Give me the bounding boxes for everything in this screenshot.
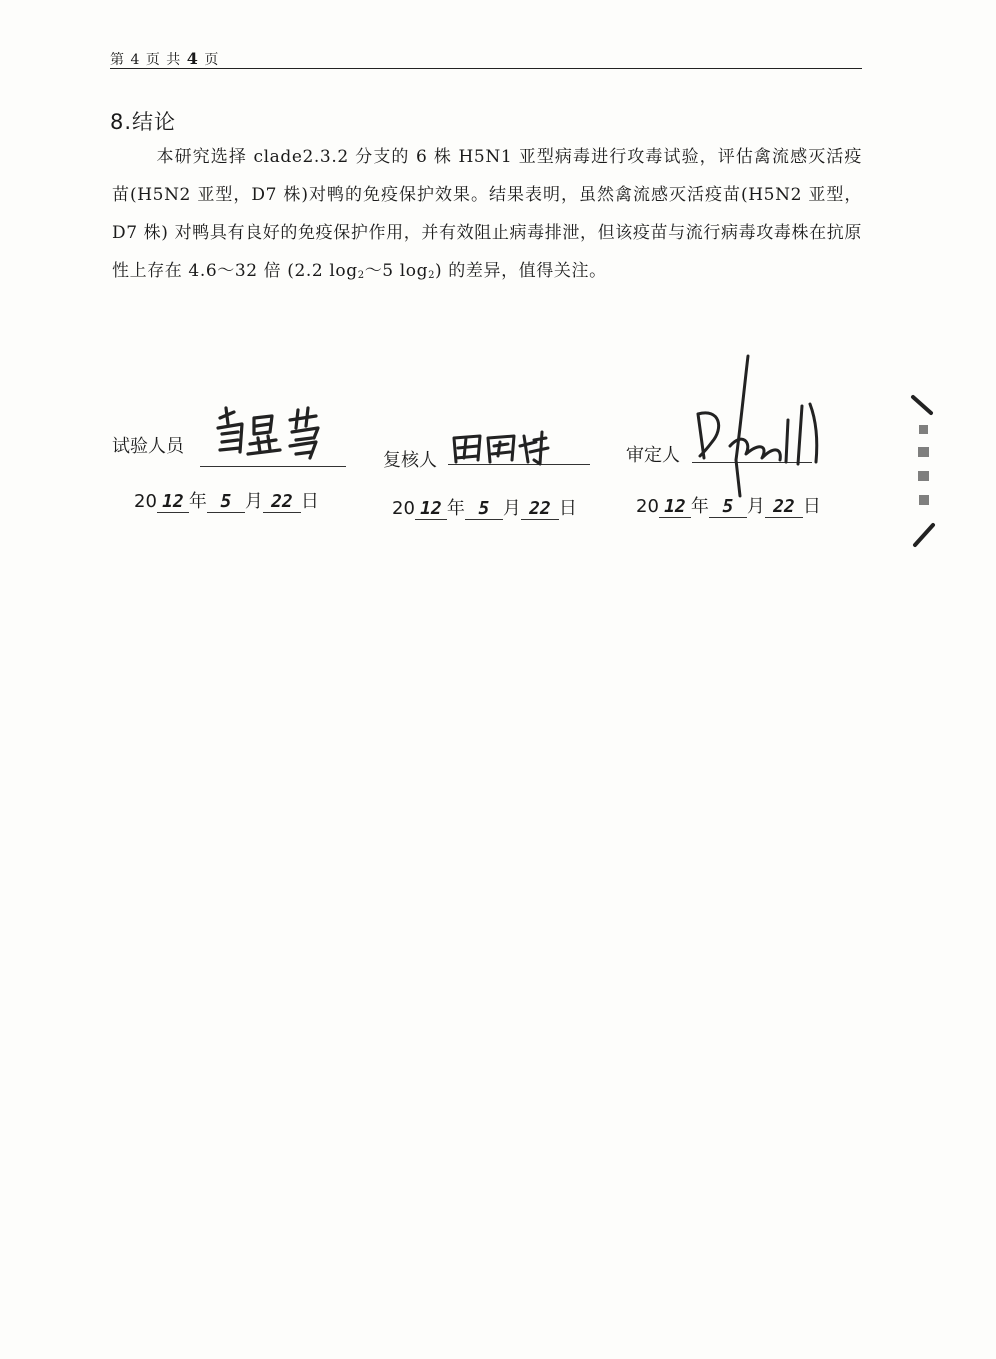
- page-prefix: 第: [110, 52, 125, 68]
- reviewer-date-yue: 月: [502, 498, 521, 519]
- paragraph-part2: ～5 log: [364, 261, 429, 281]
- tester-date-prefix: 20: [134, 491, 157, 512]
- tester-date-year: 12: [157, 491, 189, 513]
- page-number: 4: [130, 52, 141, 68]
- approver-date-ri: 日: [802, 496, 821, 517]
- approver-label: 审定人: [626, 445, 680, 466]
- approver-date: [636, 492, 821, 518]
- subscript-2: 2: [428, 270, 436, 281]
- approver-date-month: 5: [709, 496, 747, 518]
- reviewer-label: 复核人: [383, 450, 437, 471]
- tester-signature: [212, 404, 342, 466]
- partial-seal-stamp: [905, 385, 945, 555]
- approver-date-nian: 年: [690, 496, 709, 517]
- reviewer-date-day: 22: [521, 498, 559, 520]
- tester-date-day: 22: [263, 491, 301, 513]
- reviewer-signature: [450, 428, 560, 468]
- approver-date-year: 12: [659, 496, 691, 518]
- approver-signature: [690, 350, 830, 500]
- page-mid: 页 共: [145, 52, 182, 68]
- reviewer-date-prefix: 20: [392, 498, 415, 519]
- tester-date-yue: 月: [244, 491, 263, 512]
- total-pages: 4: [186, 49, 199, 68]
- section-title: 8.结论: [110, 110, 177, 134]
- tester-date-month: 5: [207, 491, 245, 513]
- tester-date: [134, 487, 319, 513]
- paragraph-part3: ) 的差异，值得关注。: [435, 261, 607, 281]
- tester-signature-line: [200, 466, 346, 467]
- conclusion-paragraph: [112, 138, 862, 295]
- subscript-1: 2: [357, 270, 365, 281]
- reviewer-date-nian: 年: [446, 498, 465, 519]
- page-suffix: 页: [204, 52, 220, 68]
- page-header: [110, 50, 862, 69]
- approver-date-prefix: 20: [636, 496, 659, 517]
- tester-date-nian: 年: [188, 491, 207, 512]
- approver-date-day: 22: [765, 496, 803, 518]
- reviewer-date-ri: 日: [558, 498, 577, 519]
- reviewer-date: [392, 494, 577, 520]
- tester-date-ri: 日: [300, 491, 319, 512]
- reviewer-date-month: 5: [465, 498, 503, 520]
- reviewer-date-year: 12: [415, 498, 447, 520]
- tester-label: 试验人员: [112, 436, 184, 457]
- approver-date-yue: 月: [746, 496, 765, 517]
- paragraph-part1: 本研究选择 clade2.3.2 分支的 6 株 H5N1 亚型病毒进行攻毒试验，评估禽流感灭活疫苗(H5N2 亚型，D7 株)对鸭的免疫保护效果。结果表明，虽然禽流感灭活疫苗(H5N2 亚型，D7 株) 对鸭具有良好的免疫保护作用，并有效阻止病毒排泄，但该疫苗与流行病毒攻毒株在抗原性上存在 4.6～32 倍 (2.2 log: [112, 147, 862, 281]
